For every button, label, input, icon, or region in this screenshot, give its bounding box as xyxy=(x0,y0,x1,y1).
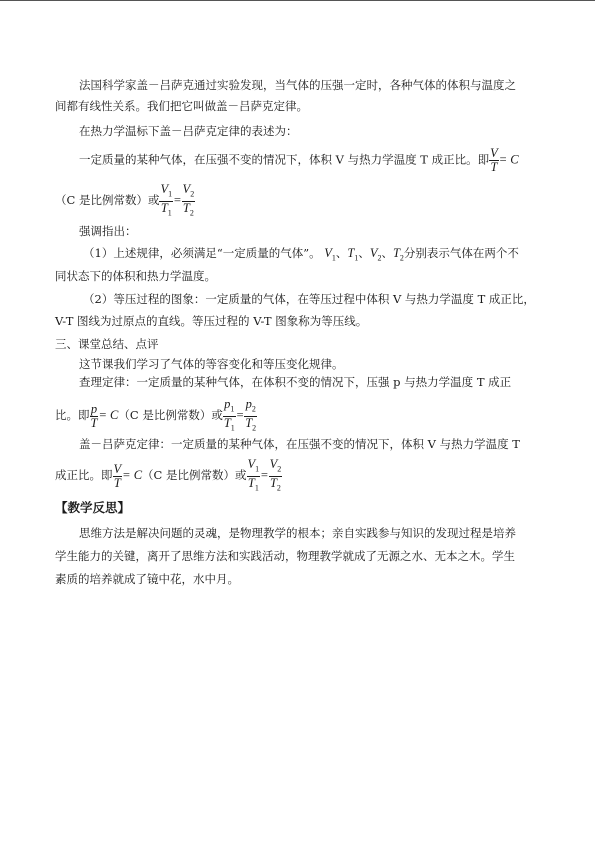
separator: 、 xyxy=(381,246,393,260)
separator: 、 xyxy=(335,246,348,260)
numerator: $p_1$ xyxy=(223,398,236,417)
paragraph-line: 思维方法是解决问题的灵魂，是物理教学的根本；亲自实践参与知识的发现过程是培养 xyxy=(79,526,516,540)
denominator: $T_1$ xyxy=(160,200,172,217)
paragraph-line: 法国科学家盖－吕萨克通过实验发现，当气体的压强一定时，各种气体的体积与温度之 xyxy=(79,78,516,92)
paragraph-line: （2）等压过程的图象：一定质量的气体，在等压过程中体积 V 与热力学温度 T 成正比， xyxy=(83,292,535,306)
text-run: （C 是比例常数）或 xyxy=(55,193,160,207)
paragraph-line: 查理定律：一定质量的某种气体，在体积不变的情况下，压强 p 与热力学温度 T 成正 xyxy=(79,375,512,389)
separator: 、 xyxy=(358,246,370,260)
denominator: T xyxy=(490,160,498,174)
numerator: V xyxy=(113,461,122,476)
paragraph-line xyxy=(55,398,257,434)
text-run: 比。即 xyxy=(55,408,90,422)
paragraph-line: 同状态下的体积和热力学温度。 xyxy=(55,269,216,283)
paragraph-line xyxy=(55,458,282,494)
paragraph-line xyxy=(55,183,195,219)
paragraph-line: 素质的培养就成了镜中花，水中月。 xyxy=(55,572,239,586)
page-top-border xyxy=(0,0,595,1)
symbol-v1: $V_1$ xyxy=(324,246,336,263)
text-run: （1）上述规律，必须满足“一定质量的气体”。 xyxy=(83,246,321,260)
denominator: $T_1$ xyxy=(223,415,235,432)
formula-v2-over-t2 xyxy=(269,458,283,494)
denominator: $T_2$ xyxy=(269,475,281,492)
formula-equals-c: = C xyxy=(122,468,143,482)
paragraph-line: 间都有线性关系。我们把它叫做盖－吕萨克定律。 xyxy=(55,99,308,113)
section-heading: 三、课堂总结、点评 xyxy=(55,337,159,351)
formula-equals-c: = C xyxy=(498,152,519,167)
symbol-v2: $V_2$ xyxy=(369,246,382,263)
formula-v1-over-t1 xyxy=(247,458,261,494)
numerator: $p_2$ xyxy=(244,398,257,417)
paragraph-line: V-T 图线为过原点的直线。等压过程的 V-T 图象称为等压线。 xyxy=(55,314,368,328)
symbol-t1: $T_1$ xyxy=(347,246,359,263)
numerator: $V_2$ xyxy=(182,183,196,202)
numerator: V xyxy=(490,146,498,160)
numerator: p xyxy=(90,401,98,416)
reflection-heading: 【教学反思】 xyxy=(55,500,131,515)
formula-v-over-t xyxy=(489,147,499,174)
paragraph-line: 在热力学温标下盖－吕萨克定律的表述为： xyxy=(79,124,298,138)
formula-v-over-t xyxy=(113,463,123,490)
paragraph-line: 强调指出： xyxy=(79,224,137,238)
formula-p2-over-t2 xyxy=(244,398,257,434)
paragraph-line: 学生能力的关键，离开了思维方法和实践活动，物理教学就成了无源之水、无本之木。学生 xyxy=(55,549,515,563)
formula-p1-over-t1 xyxy=(223,398,236,434)
text-run: 成正比。即 xyxy=(55,468,113,482)
formula-equals-c: = C xyxy=(98,408,119,422)
equals-sign: = xyxy=(235,408,245,422)
denominator: $T_1$ xyxy=(247,475,259,492)
symbol-t2: $T_2$ xyxy=(392,246,404,263)
numerator: $V_1$ xyxy=(159,183,173,202)
text-run: （C 是比例常数）或 xyxy=(118,408,223,422)
equals-sign: = xyxy=(260,468,269,482)
denominator: T xyxy=(113,475,121,490)
formula-v1-over-t1 xyxy=(159,183,173,219)
paragraph-line xyxy=(79,147,519,174)
formula-v2-over-t2 xyxy=(182,183,196,219)
text-run: 分别表示气体在两个不 xyxy=(403,246,519,260)
denominator: T xyxy=(90,415,98,430)
paragraph-line: 盖－吕萨克定律：一定质量的某种气体，在压强不变的情况下，体积 V 与热力学温度 T xyxy=(79,437,520,451)
numerator: $V_1$ xyxy=(247,458,261,477)
equals-sign: = xyxy=(173,193,182,207)
text-run: 一定质量的某种气体，在压强不变的情况下，体积 V 与热力学温度 T 成正比。即 xyxy=(79,152,490,167)
paragraph-line: 这节课我们学习了气体的等容变化和等压变化规律。 xyxy=(79,357,344,371)
paragraph-line xyxy=(83,245,519,267)
numerator: $V_2$ xyxy=(269,458,283,477)
denominator: $T_2$ xyxy=(245,415,257,432)
text-run: （C 是比例常数）或 xyxy=(142,468,247,482)
denominator: $T_2$ xyxy=(182,200,194,217)
